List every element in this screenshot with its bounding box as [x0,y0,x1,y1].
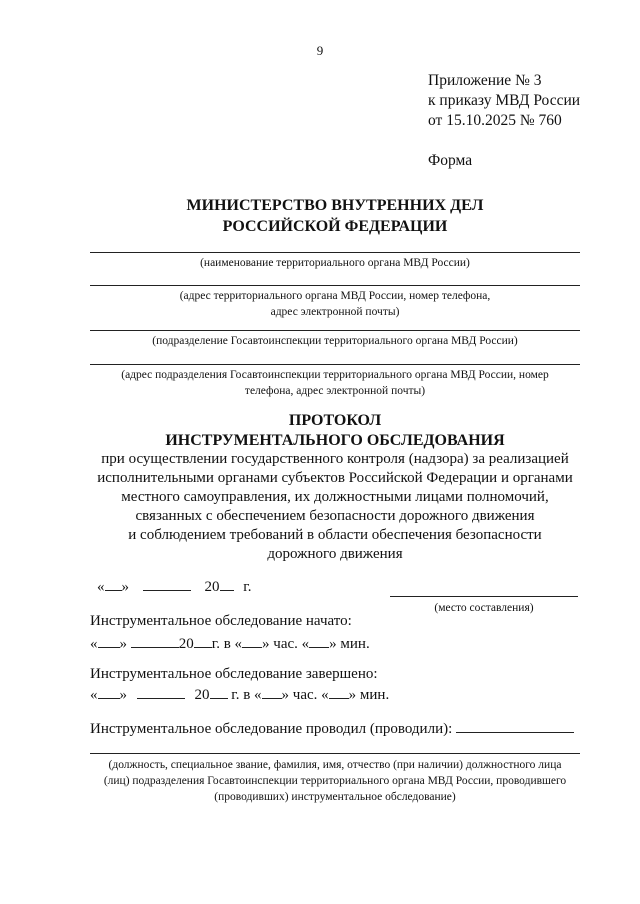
time-in-text: г. в « [211,636,243,652]
ministry-line-1: МИНИСТЕРСТВО ВНУТРЕННИХ ДЕЛ [186,197,484,214]
close-quote: » [119,687,127,703]
subtitle-line: при осуществлении государственного контроля (надзора) за реализацией [101,451,569,467]
place-caption: (место составления) [434,602,534,614]
subtitle-line: местного самоуправления, их должностными лицами полномочий, [121,489,549,505]
organ-name-line[interactable] [90,252,580,253]
place-line[interactable] [390,596,578,597]
conducted-by-blank[interactable] [456,718,574,733]
finished-minutes-blank[interactable] [329,684,349,699]
time-in-text: г. в « [231,687,262,703]
month-blank[interactable] [143,576,191,591]
page-number: 9 [316,43,324,58]
organ-address-caption [90,288,580,320]
finished-hours-blank[interactable] [262,684,282,699]
started-row [90,633,370,653]
conducted-by-line[interactable] [90,753,580,754]
appendix-line: Приложение № 3 [428,72,542,89]
started-hours-blank[interactable] [242,633,262,648]
day-blank[interactable] [105,576,122,591]
appendix-order-line: к приказу МВД России [428,92,581,109]
started-year-blank[interactable] [194,633,212,648]
started-month-blank[interactable] [131,633,179,648]
year-prefix: 20 [194,687,210,703]
minutes-text: » мин. [329,636,370,652]
ministry-heading [90,195,580,237]
open-quote: « [90,687,98,703]
date-row [97,576,251,596]
subtitle-line: исполнительными органами субъектов Российской Федерации и органами [97,470,573,486]
close-quote: » [121,579,129,595]
close-quote: » [119,636,127,652]
subtitle-line: дорожного движения [267,546,403,562]
year-suffix: г. [243,579,252,595]
conducted-by-row [90,718,574,738]
minutes-text: » мин. [348,687,390,703]
open-quote: « [97,579,105,595]
organ-name-caption: (наименование территориального органа МВД России) [200,257,470,269]
subdivision-address-caption-1: (адрес подразделения Госавтоинспекции территориального органа МВД России, номер [121,369,549,381]
ministry-line-2: РОССИЙСКОЙ ФЕДЕРАЦИИ [222,218,448,235]
appendix-date-line: от 15.10.2025 № 760 [428,112,562,129]
conducted-by-caption-3: (проводивших) инструментальное обследование) [214,791,456,803]
organ-address-caption-2: адрес электронной почты) [270,306,400,318]
appendix-block [428,71,580,131]
year-prefix: 20 [178,636,194,652]
finished-month-blank[interactable] [137,684,185,699]
started-day-blank[interactable] [98,633,120,648]
subdivision-address-caption-2: телефона, адрес электронной почты) [244,385,426,397]
started-label: Инструментальное обследование начато: [90,613,352,629]
protocol-subtitle [90,450,580,564]
conducted-by-caption-1: (должность, специальное звание, фамилия, имя, отчество (при наличии) должностного лица [108,759,562,771]
subdivision-line[interactable] [90,330,580,331]
subdivision-caption: (подразделение Госавтоинспекции территориального органа МВД России) [152,335,518,347]
finished-year-blank[interactable] [210,684,228,699]
conducted-by-caption [86,757,584,805]
subtitle-line: и соблюдением требований в области обеспечения безопасности [128,527,542,543]
subdivision-address-caption [90,367,580,399]
finished-label: Инструментальное обследование завершено: [90,666,378,682]
organ-address-line[interactable] [90,285,580,286]
subdivision-address-line[interactable] [90,364,580,365]
conducted-by-caption-2: (лиц) подразделения Госавтоинспекции территориального органа МВД России, проводившего [103,775,567,787]
hours-text: » час. « [262,636,310,652]
hours-text: » час. « [281,687,329,703]
open-quote: « [90,636,98,652]
protocol-title-line-1: ПРОТОКОЛ [288,412,382,429]
year-blank[interactable] [220,576,234,591]
form-label: Форма [428,152,473,169]
protocol-title-line-2: ИНСТРУМЕНТАЛЬНОГО ОБСЛЕДОВАНИЯ [165,432,505,449]
organ-address-caption-1: (адрес территориального органа МВД России, номер телефона, [179,290,491,302]
conducted-by-label: Инструментальное обследование проводил (проводили): [90,721,453,737]
started-minutes-blank[interactable] [309,633,329,648]
finished-day-blank[interactable] [98,684,120,699]
subtitle-line: связанных с обеспечением безопасности дорожного движения [135,508,535,524]
finished-row [90,684,389,704]
year-prefix: 20 [204,579,220,595]
protocol-title [90,411,580,451]
